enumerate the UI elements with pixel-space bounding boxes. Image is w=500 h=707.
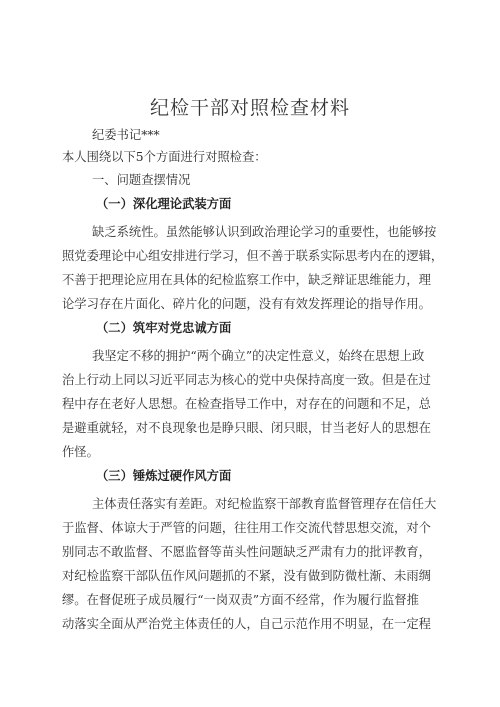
subsection-heading-2: （二）筑牢对党忠诚方面 (96, 320, 232, 335)
paragraph-line: 论学习存在片面化、碎片化的问题，没有有效发挥理论的指导作用。 (62, 297, 431, 311)
paragraph-line: 缪。在督促班子成员履行“一岗双责”方面不经常，作为履行监督推 (62, 593, 419, 607)
paragraph-line: 作怪。 (62, 445, 99, 459)
paragraph-line: 别同志不敢监督、不愿监督等苗头性问题缺乏严肃有力的批评教育， (62, 545, 431, 559)
paragraph-line: 动落实全面从严治党主体责任的人，自己示范作用不明显，在一定程 (62, 617, 431, 631)
section-heading: 一、问题查摆情况 (92, 173, 191, 187)
paragraph-line: 照党委理论中心组安排进行学习，但不善于联系实际思考内在的逻辑， (62, 249, 444, 263)
paragraph-line: 主体责任落实有差距。对纪检监察干部教育监督管理存在信任大 (92, 497, 437, 511)
subsection-heading-3: （三）锤炼过硬作风方面 (96, 468, 232, 483)
document-title: 纪检干部对照检查材料 (149, 97, 350, 119)
paragraph-line: 对纪检监察干部队伍作风问题抓的不紧，没有做到防微杜渐、未雨绸 (62, 569, 431, 583)
paragraph-line: 缺乏系统性。虽然能够认识到政治理论学习的重要性，也能够按 (92, 225, 437, 239)
author-line: 纪委书记*** (92, 128, 160, 142)
paragraph-line: 于监督、体谅大于严管的问题，往往用工作交流代替思想交流，对个 (62, 521, 431, 535)
intro-line: 本人围绕以下5个方面进行对照检查： (62, 150, 267, 164)
paragraph-line: 程中存在老好人思想。在检查指导工作中，对存在的问题和不足，总 (62, 397, 431, 411)
paragraph-line: 治上行动上同以习近平同志为核心的党中央保持高度一致。但是在过 (62, 373, 431, 387)
paragraph-line: 不善于把理论应用在具体的纪检监察工作中，缺乏辩证思维能力，理 (62, 273, 431, 287)
paragraph-line: 是避重就轻，对不良现象也是睁只眼、闭只眼，甘当老好人的思想在 (62, 421, 431, 435)
subsection-heading-1: （一）深化理论武装方面 (96, 196, 232, 211)
paragraph-line: 我坚定不移的拥护“两个确立”的决定性意义，始终在思想上政 (92, 349, 425, 363)
